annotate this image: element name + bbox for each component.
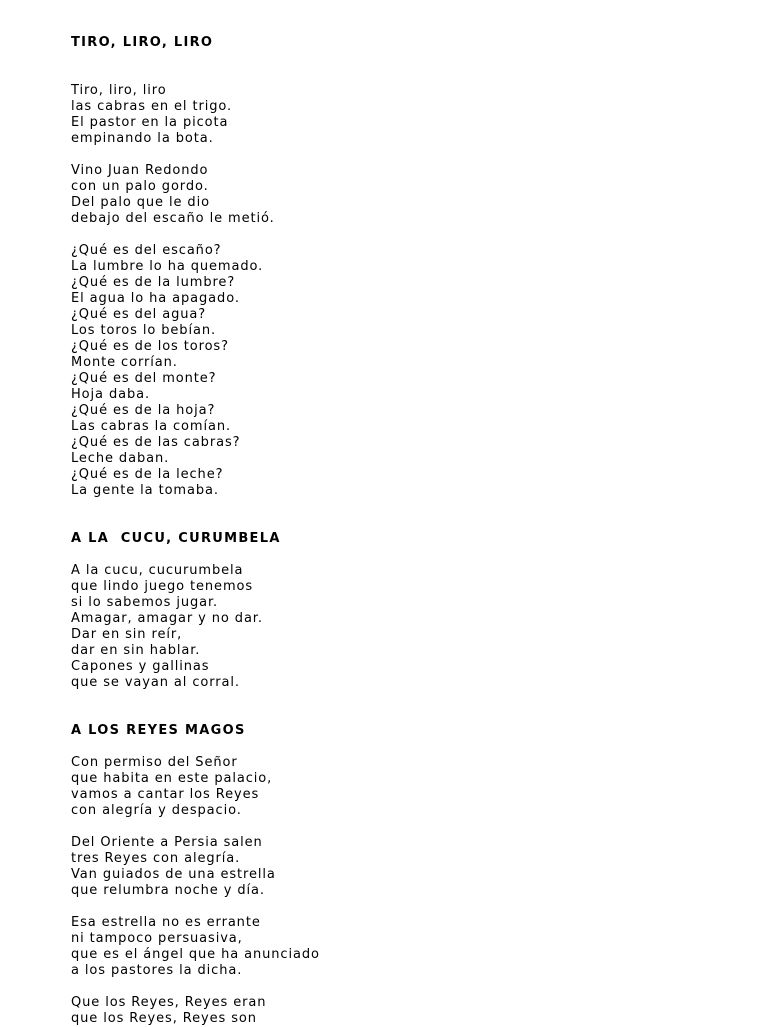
verse-line: que los Reyes, Reyes son — [71, 1011, 257, 1026]
verse-line: Monte corrían. — [71, 355, 178, 370]
verse-line: a los pastores la dicha. — [71, 963, 243, 978]
verse-line: con alegría y despacio. — [71, 803, 242, 818]
verse-line: ¿Qué es de la leche? — [71, 467, 224, 482]
verse-line: ¿Qué es del agua? — [71, 307, 207, 322]
verse-line: Dar en sin reír, — [71, 627, 183, 642]
stanza — [71, 755, 751, 819]
verse-line: Con permiso del Señor — [71, 755, 238, 770]
poem-title: TIRO, LIRO, LIRO — [71, 35, 214, 50]
poem-tiro-liro-liro — [71, 35, 751, 499]
verse-line: Vino Juan Redondo — [71, 163, 209, 178]
poem-title: A LA CUCU, CURUMBELA — [71, 531, 281, 546]
verse-line: Tiro, liro, liro — [71, 83, 167, 98]
stanza — [71, 243, 751, 499]
verse-line: La lumbre lo ha quemado. — [71, 259, 264, 274]
verse-line: que habita en este palacio, — [71, 771, 273, 786]
stanza — [71, 915, 751, 979]
stanza — [71, 163, 751, 227]
verse-line: Que los Reyes, Reyes eran — [71, 995, 267, 1010]
verse-line: Van guiados de una estrella — [71, 867, 276, 882]
verse-line: Amagar, amagar y no dar. — [71, 611, 263, 626]
verse-line: Las cabras la comían. — [71, 419, 232, 434]
stanza — [71, 563, 751, 691]
verse-line: ¿Qué es de las cabras? — [71, 435, 241, 450]
document-page — [71, 35, 751, 1027]
verse-line: ni tampoco persuasiva, — [71, 931, 243, 946]
verse-line: Del Oriente a Persia salen — [71, 835, 263, 850]
verse-line: que lindo juego tenemos — [71, 579, 254, 594]
verse-line: A la cucu, cucurumbela — [71, 563, 244, 578]
stanza — [71, 835, 751, 899]
stanza — [71, 83, 751, 147]
verse-line: La gente la tomaba. — [71, 483, 219, 498]
verse-line: empinando la bota. — [71, 131, 214, 146]
verse-line: Capones y gallinas — [71, 659, 210, 674]
verse-line: tres Reyes con alegría. — [71, 851, 241, 866]
verse-line: dar en sin hablar. — [71, 643, 201, 658]
verse-line: Esa estrella no es errante — [71, 915, 261, 930]
verse-line: ¿Qué es del monte? — [71, 371, 217, 386]
verse-line: El agua lo ha apagado. — [71, 291, 240, 306]
verse-line: debajo del escaño le metió. — [71, 211, 275, 226]
verse-line: las cabras en el trigo. — [71, 99, 233, 114]
verse-line: con un palo gordo. — [71, 179, 209, 194]
poem-a-los-reyes-magos — [71, 723, 751, 1027]
verse-line: Los toros lo bebían. — [71, 323, 216, 338]
poem-title: A LOS REYES MAGOS — [71, 723, 246, 738]
verse-line: ¿Qué es de los toros? — [71, 339, 229, 354]
verse-line: que se vayan al corral. — [71, 675, 240, 690]
verse-line: ¿Qué es del escaño? — [71, 243, 222, 258]
verse-line: ¿Qué es de la hoja? — [71, 403, 216, 418]
verse-line: que es el ángel que ha anunciado — [71, 947, 320, 962]
verse-line: ¿Qué es de la lumbre? — [71, 275, 236, 290]
verse-line: El pastor en la picota — [71, 115, 229, 130]
stanza — [71, 995, 751, 1027]
verse-line: Leche daban. — [71, 451, 170, 466]
verse-line: Hoja daba. — [71, 387, 151, 402]
verse-line: si lo sabemos jugar. — [71, 595, 219, 610]
verse-line: vamos a cantar los Reyes — [71, 787, 260, 802]
poem-a-la-cucu-curumbela — [71, 531, 751, 691]
verse-line: que relumbra noche y día. — [71, 883, 265, 898]
verse-line: Del palo que le dio — [71, 195, 210, 210]
